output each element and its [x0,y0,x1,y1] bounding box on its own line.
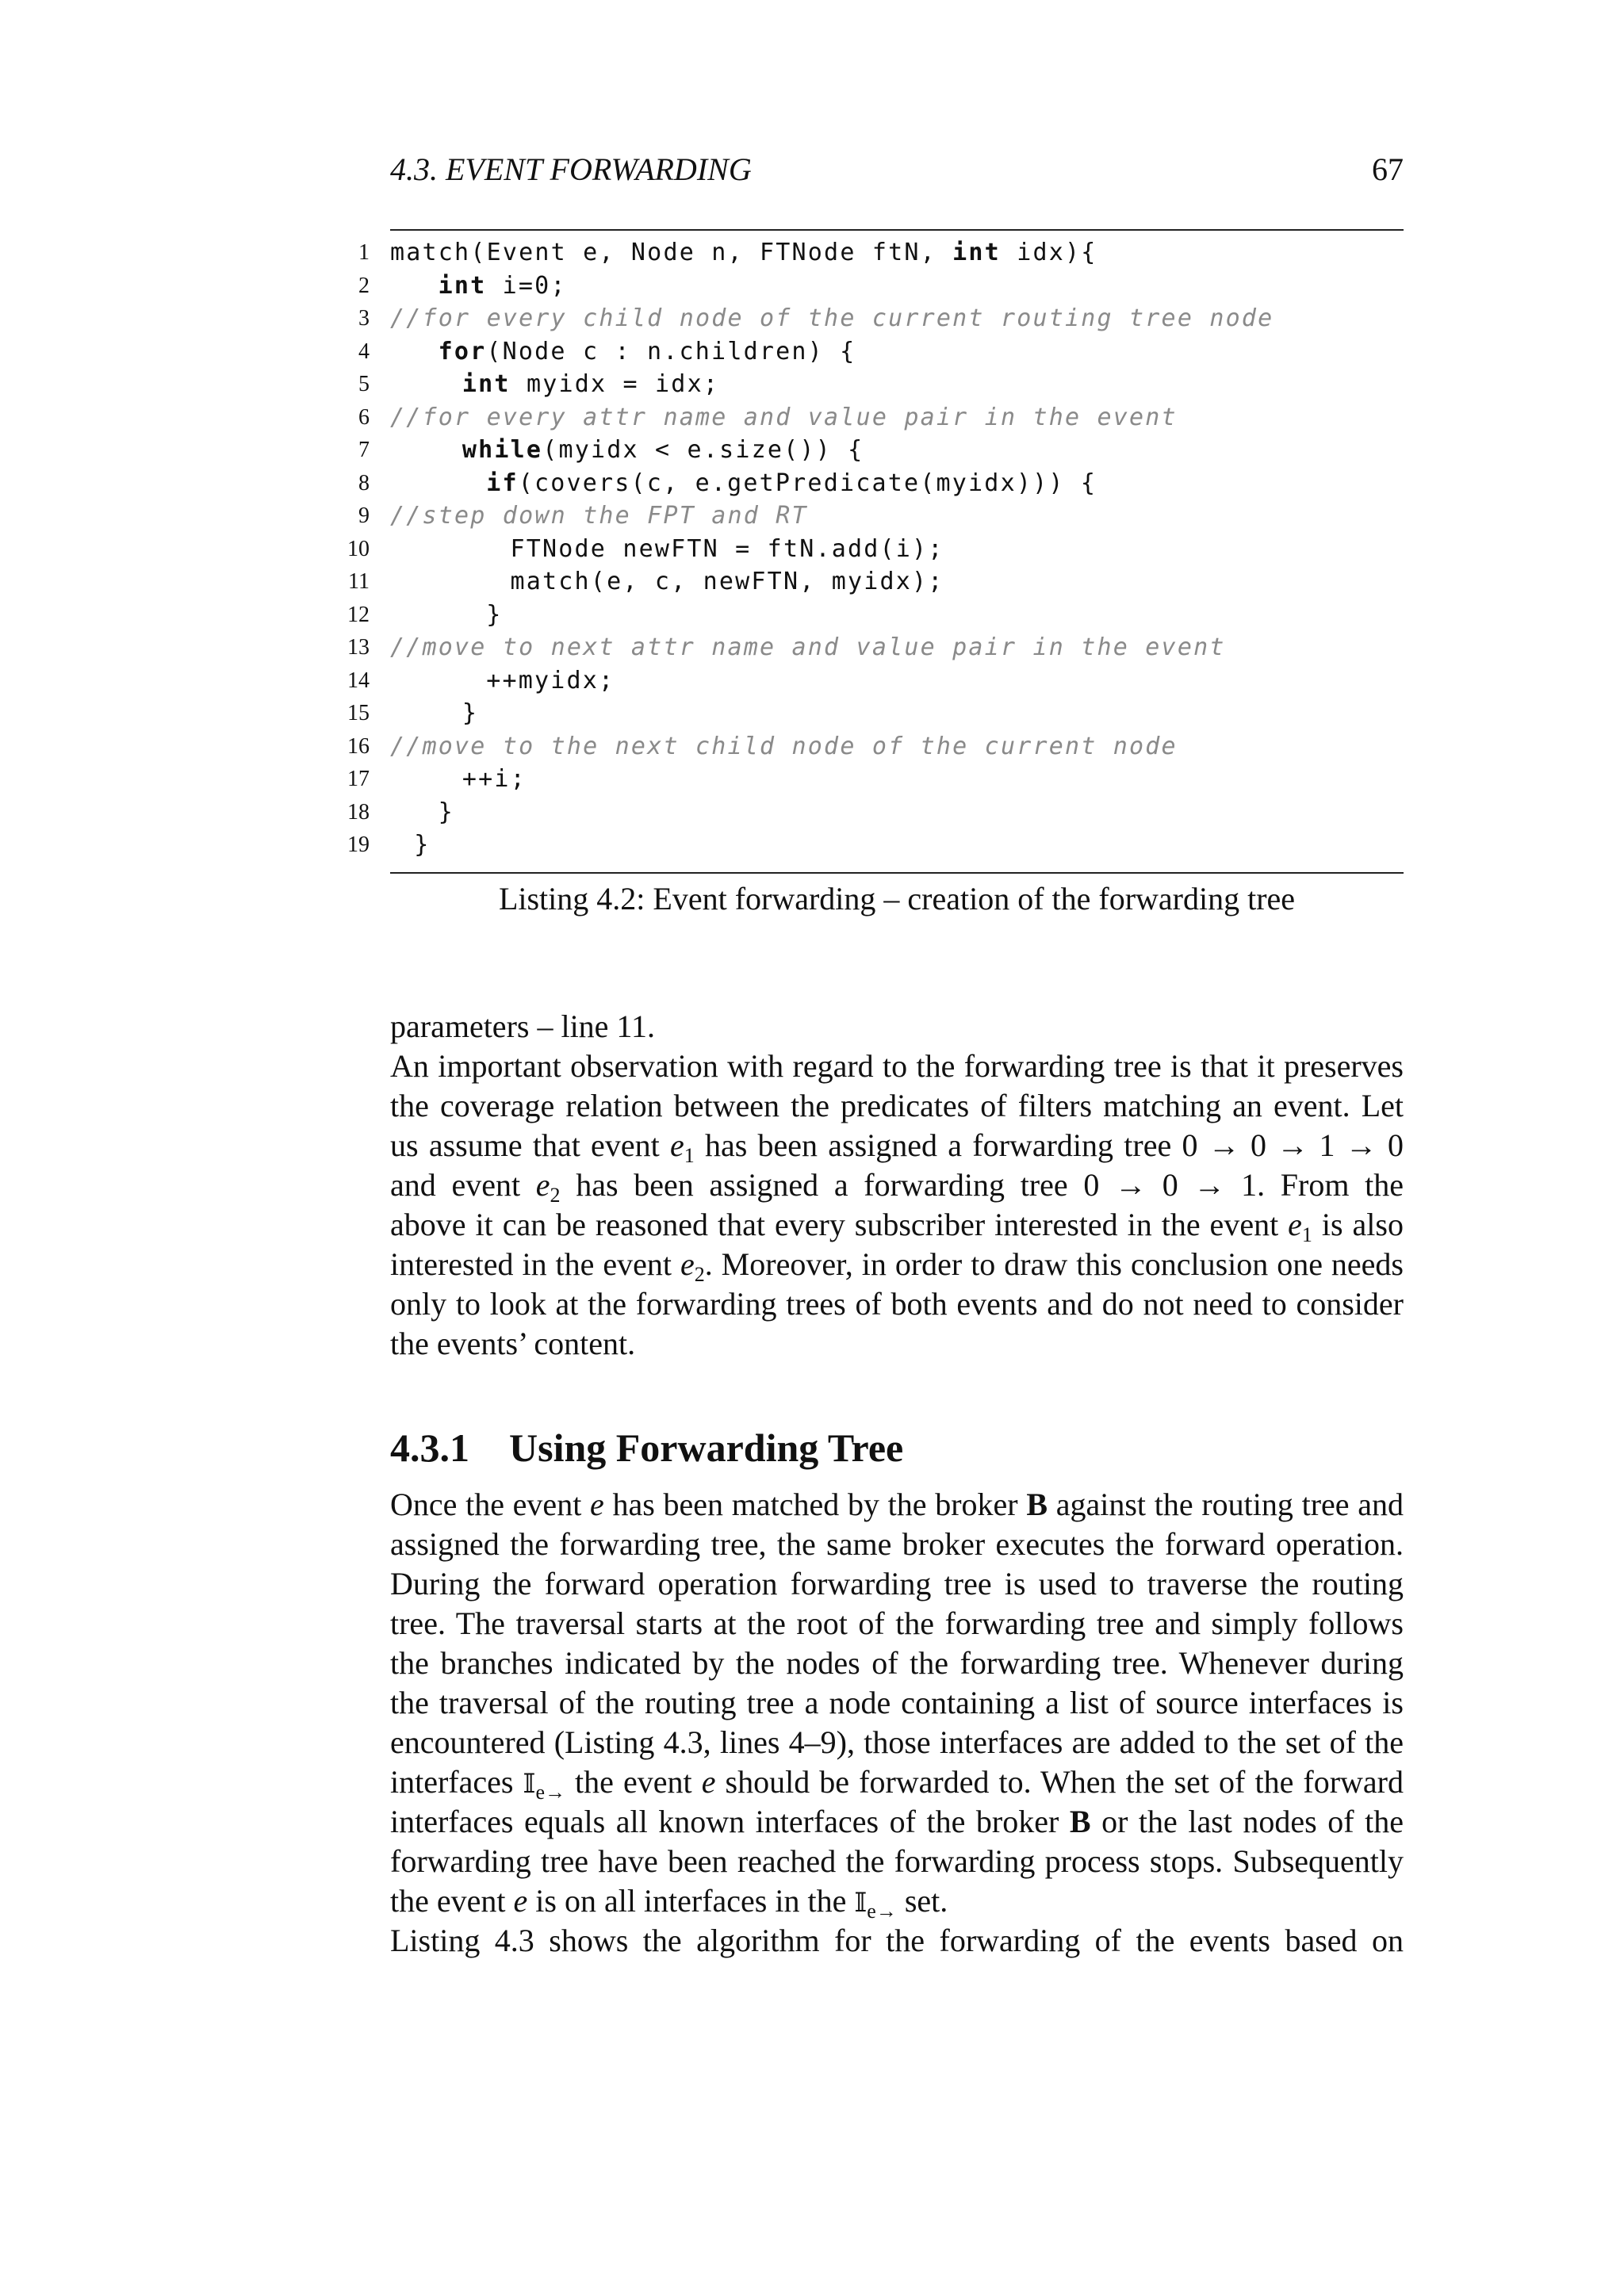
listing-bottom-rule [390,872,1404,874]
line-number: 13 [347,635,370,660]
math-subscript: e→ [535,1781,565,1804]
code-line [341,467,1404,500]
code-text: FTNode newFTN = ftN.add(i); [510,534,944,563]
text-line: only to look at the forwarding trees of both events and do not need to consider [390,1286,1404,1322]
text-line [390,1245,1404,1284]
section-heading [390,1423,903,1472]
code-text: while(myidx < e.size()) { [462,436,864,464]
text-line: Listing 4.3 shows the algorithm for the forwarding of the events based on [390,1923,1404,1958]
code-text: //move to next attr name and value pair in the event [390,633,1226,661]
code-line [341,368,1404,401]
text-line: parameters – line 11. [390,1008,655,1044]
text-line [390,1126,1404,1165]
section-number: 4.3.1 [390,1425,469,1470]
text-line: the coverage relation between the predicates of filters matching an event. Let [390,1088,1404,1123]
paragraph-forwarding [390,1485,1404,1961]
code-text: } [438,798,454,826]
math-symbol: e [701,1764,716,1800]
code-text: ++i; [462,765,527,793]
section-title: Using Forwarding Tree [509,1425,904,1470]
interface-set-symbol: 𝕀 [523,1768,536,1800]
code-line [341,664,1404,698]
text-run: interested in the event [390,1246,680,1282]
text-line: assigned the forwarding tree, the same broker executes the forward operation. [390,1526,1404,1562]
listing-top-rule [390,229,1404,231]
math-subscript: e→ [867,1900,897,1923]
line-number: 12 [347,602,370,627]
code-comment-line [341,730,1404,763]
text-line [390,1802,1404,1842]
math-symbol: e [535,1167,550,1203]
code-comment-line [341,631,1404,664]
code-text: match(Event e, Node n, FTNode ftN, int idx){ [390,239,1097,266]
line-number: 1 [358,240,370,265]
line-number: 5 [358,372,370,396]
code-text: match(e, c, newFTN, myidx); [510,568,944,595]
code-comment-line [341,499,1404,533]
code-text: //for every attr name and value pair in the event [390,403,1178,431]
code-keyword: if [486,469,519,497]
line-number: 6 [358,404,370,430]
line-number: 7 [358,438,370,462]
text-run: the event [565,1764,702,1800]
math-symbol: e [1288,1207,1302,1242]
line-number: 16 [347,733,370,759]
code-line [341,434,1404,467]
code-line [341,270,1404,303]
text-run: has been matched by the broker [603,1487,1027,1522]
listing-caption: Listing 4.2: Event forwarding – creation of the forwarding tree [498,881,1296,916]
text-run: is on all interfaces in the [527,1883,855,1919]
math-subscript: 2 [694,1263,705,1286]
code-text: } [414,831,431,859]
code-keyword: while [462,436,543,464]
text-run: is also [1312,1207,1404,1242]
text-line: During the forward operation forwarding tree is used to traverse the routing [390,1566,1404,1601]
broker-symbol: B [1026,1487,1048,1522]
line-number: 10 [347,536,370,561]
text-line: forwarding tree have been reached the forwarding process stops. Subsequently [390,1843,1404,1879]
code-keyword: int [438,271,487,300]
code-listing [341,236,1404,862]
code-text: //move to the next child node of the current node [390,732,1178,760]
math-symbol: e [590,1487,604,1522]
running-header-section: 4.3. EVENT FORWARDING [390,151,752,187]
code-text: //for every child node of the current routing tree node [390,304,1274,332]
text-run: the event [390,1883,514,1919]
text-run: interfaces [390,1764,523,1800]
text-line [390,1205,1404,1245]
code-line [341,236,1404,270]
text-line [390,1485,1404,1525]
interface-set-symbol: 𝕀 [854,1887,868,1919]
page-number: 67 [1372,151,1404,187]
line-number: 3 [358,306,370,331]
code-comment-line [341,302,1404,335]
text-run: set. [896,1883,948,1919]
code-line [341,828,1404,862]
text-run: us assume that event [390,1127,670,1163]
text-run: or the last nodes of the [1090,1804,1404,1839]
text-run: above it can be reasoned that every subscriber interested in the event [390,1207,1289,1242]
paragraph-observation [390,1047,1404,1364]
text-line: the events’ content. [390,1326,636,1361]
line-number: 18 [347,799,370,825]
math-subscript: 2 [550,1184,561,1207]
text-line: the traversal of the routing tree a node containing a list of source interfaces is [390,1685,1404,1720]
text-run: has been assigned a forwarding tree 0 → 0 → 1. From the [560,1167,1404,1203]
code-text: int i=0; [438,271,567,300]
math-symbol: e [680,1246,695,1282]
code-line [341,697,1404,730]
text-run: against the routing tree and [1048,1487,1404,1522]
code-line [341,796,1404,829]
code-line [341,599,1404,632]
line-number: 8 [358,470,370,496]
code-line [341,565,1404,599]
line-number: 17 [347,767,370,791]
code-text: if(covers(c, e.getPredicate(myidx))) { [486,469,1097,497]
math-symbol: e [513,1883,528,1919]
code-text: int myidx = idx; [462,370,720,398]
code-keyword: int [952,239,1001,266]
paragraph-continuation [390,1007,1404,1047]
line-number: 2 [358,273,370,298]
line-number: 14 [347,668,370,693]
code-keyword: for [438,337,487,365]
code-comment-line [341,401,1404,434]
code-text: ++myidx; [486,666,615,695]
text-line [390,1881,1404,1921]
text-line: the branches indicated by the nodes of the forwarding tree. Whenever during [390,1645,1404,1681]
code-text: } [486,600,503,629]
text-run: and event [390,1167,536,1203]
text-run: interfaces equals all known interfaces of the broker [390,1804,1070,1839]
text-line [390,1165,1404,1205]
text-run: has been assigned a forwarding tree 0 → 0 → 1 → 0 [694,1127,1404,1163]
code-line [341,335,1404,369]
math-subscript: 1 [684,1144,695,1167]
line-number: 15 [347,701,370,725]
line-number: 11 [348,569,370,594]
text-run: Once the event [390,1487,591,1522]
code-keyword: int [462,370,511,398]
text-line: tree. The traversal starts at the root of the forwarding tree and simply follows [390,1605,1404,1641]
code-text: } [462,699,479,727]
line-number: 4 [358,339,370,364]
text-line: An important observation with regard to the forwarding tree is that it preserves [390,1048,1404,1084]
math-subscript: 1 [1301,1223,1312,1246]
code-line [341,533,1404,566]
running-header [390,147,1404,192]
line-number: 19 [347,832,370,857]
math-symbol: e [669,1127,684,1163]
broker-symbol: B [1069,1804,1091,1839]
code-text: //step down the FPT and RT [390,502,808,530]
code-text: for(Node c : n.children) { [438,337,856,365]
code-line [341,763,1404,796]
line-number: 9 [358,503,370,528]
text-line [390,1762,1404,1802]
text-line: encountered (Listing 4.3, lines 4–9), those interfaces are added to the set of the [390,1724,1404,1760]
text-run: . Moreover, in order to draw this conclusion one needs [704,1246,1404,1282]
text-run: should be forwarded to. When the set of the forward [715,1764,1404,1800]
